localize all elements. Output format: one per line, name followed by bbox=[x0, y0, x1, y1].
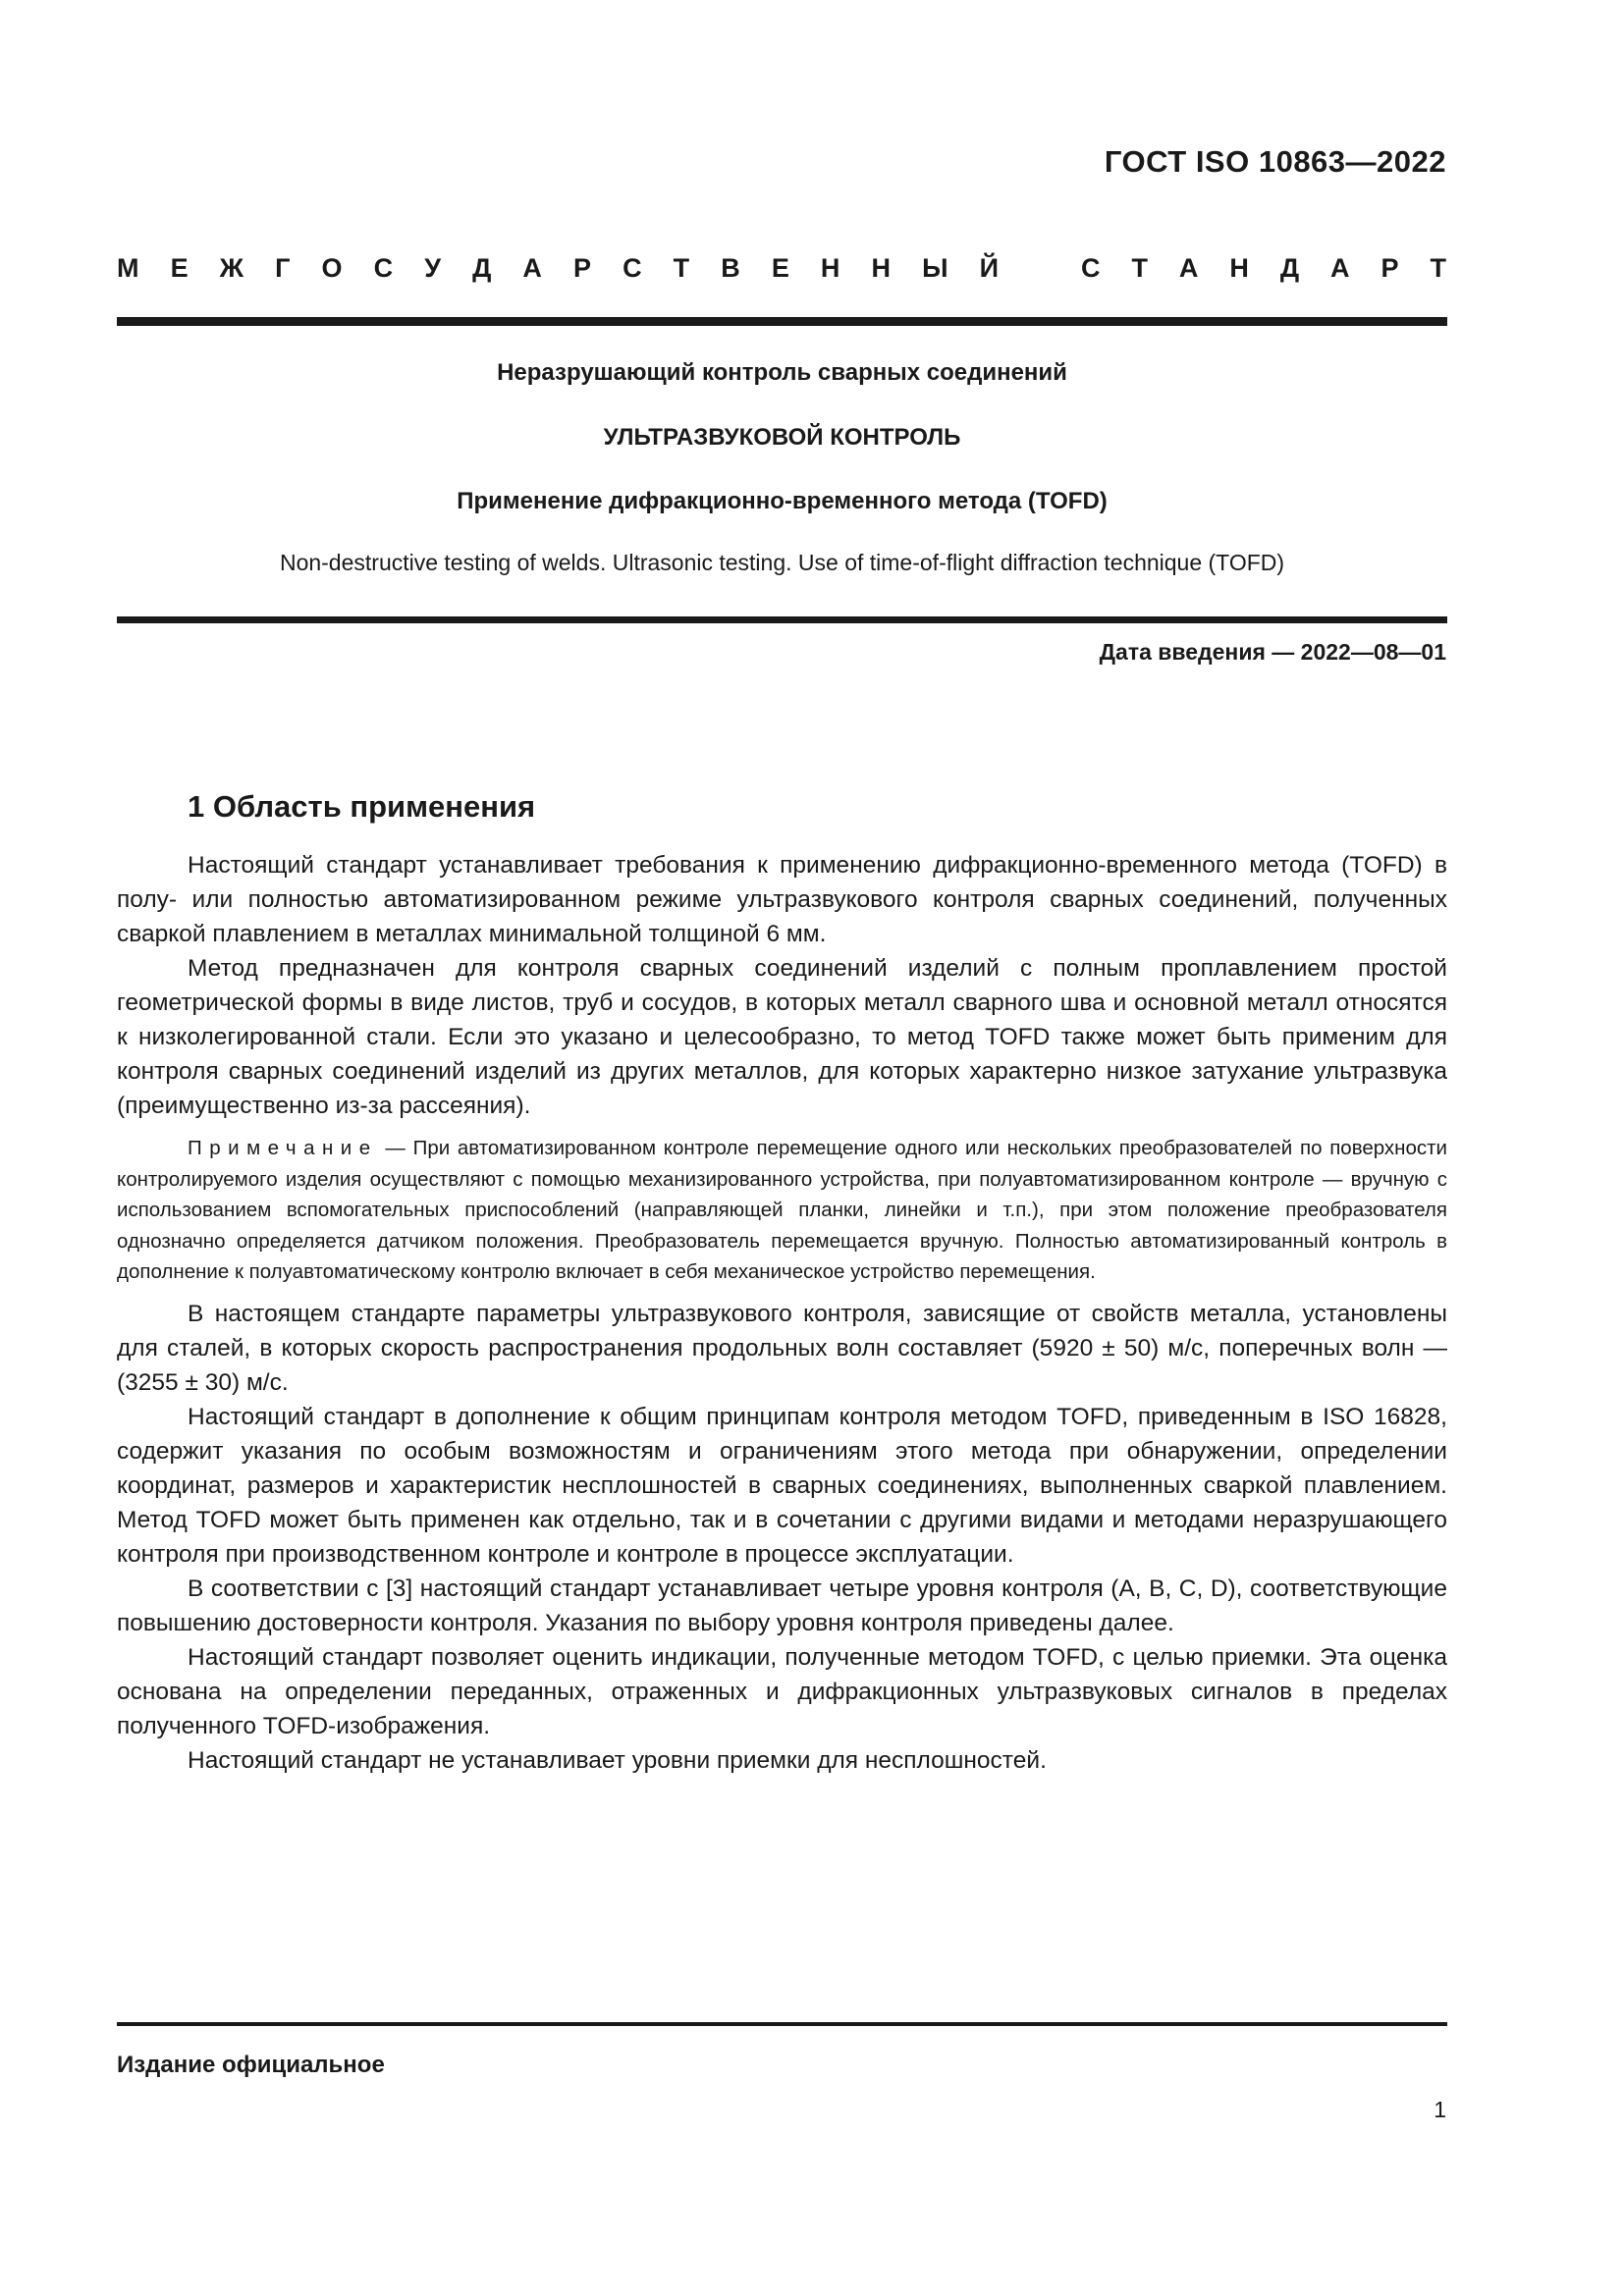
heading-letter: А bbox=[522, 253, 542, 283]
standard-word bbox=[1081, 253, 1446, 284]
heading-letter: Н bbox=[820, 253, 840, 283]
heading-letter: С bbox=[623, 253, 642, 283]
gost-code: ГОСТ ISO 10863—2022 bbox=[1104, 144, 1446, 179]
heading-letter: Н bbox=[871, 253, 891, 283]
heading-letter: Ж bbox=[219, 253, 244, 283]
introduction-date: Дата введения — 2022—08—01 bbox=[1099, 639, 1446, 665]
document-title-line-2: УЛЬТРАЗВУКОВОЙ КОНТРОЛЬ bbox=[603, 424, 961, 451]
heading-letter: А bbox=[1330, 253, 1350, 283]
official-edition-label: Издание официальное bbox=[117, 2052, 385, 2078]
footer-divider bbox=[117, 2022, 1447, 2026]
note-text: — При автоматизированном контроле перемещение одного или нескольких преобразователей по поверхности контролируемого изделия осуществляют с помощью механизированного устройства, при полуавтоматизированном контроле — вручную с использованием вспомогательных приспособлений (направляющей планки, линейки и т.п.), при этом положение преобразователя однозначно определяется датчиком положения. Преобразователь перемещается вручную. Полностью автоматизированный контроль в дополнение к полуавтоматическому контролю включает в себя механическое устройство перемещения. bbox=[117, 1137, 1447, 1284]
paragraph: Настоящий стандарт не устанавливает уровни приемки для несплошностей. bbox=[188, 1746, 1047, 1774]
paragraph: В настоящем стандарте параметры ультразвукового контроля, зависящие от свойств металла, установлены для сталей, в которых скорость распространения продольных волн составляет (5920 ± 50) м/с, поперечных волн — (3255 ± 30) м/с. bbox=[117, 1300, 1447, 1396]
heading-letter: С bbox=[1081, 253, 1101, 283]
paragraph: Метод предназначен для контроля сварных соединений изделий с полным проплавлением простой геометрической формы в виде листов, труб и сосудов, в которых металл сварного шва и основной металл относятся к низколегированной стали. Если это указано и целесообразно, то метод TOFD также может быть применим для контроля сварных соединений изделий из других металлов, для которых характерно низкое затухание ультразвука (преимущественно из-за рассеяния). bbox=[117, 955, 1447, 1119]
title-divider bbox=[117, 616, 1447, 623]
heading-letter: Й bbox=[979, 253, 999, 283]
heading-letter: С bbox=[373, 253, 394, 283]
heading-letter: Т bbox=[1430, 253, 1446, 283]
top-divider bbox=[117, 317, 1447, 326]
heading-letter: Т bbox=[1131, 253, 1148, 283]
interstate-word bbox=[117, 253, 999, 284]
page-number: 1 bbox=[1434, 2097, 1446, 2122]
heading-letter: Д bbox=[1279, 253, 1300, 283]
heading-letter: Д bbox=[472, 253, 492, 283]
heading-letter: Р bbox=[1380, 253, 1399, 283]
note-paragraph bbox=[117, 1133, 1447, 1288]
heading-letter: Е bbox=[771, 253, 789, 283]
document-title-line-1: Неразрушающий контроль сварных соединений bbox=[497, 359, 1067, 386]
heading-letter: А bbox=[1178, 253, 1199, 283]
paragraph: В соответствии с [3] настоящий стандарт устанавливает четыре уровня контроля (А, В, С, D), соответствующие повышению достоверности контроля. Указания по выбору уровня контроля приведены далее. bbox=[117, 1575, 1447, 1636]
english-title: Non-destructive testing of welds. Ultrasonic testing. Use of time-of-flight diffraction technique (TOFD) bbox=[279, 550, 1285, 575]
paragraph: Настоящий стандарт устанавливает требования к применению дифракционно-временного метода (TOFD) в полу- или полностью автоматизированном режиме ультразвукового контроля сварных соединений, полученных сваркой плавлением в металлах минимальной толщиной 6 мм. bbox=[117, 852, 1447, 947]
document-title-line-3: Применение дифракционно-временного метода (TOFD) bbox=[457, 488, 1108, 514]
interstate-standard-label bbox=[117, 253, 1446, 284]
section-body bbox=[117, 848, 1447, 1778]
paragraph: Настоящий стандарт в дополнение к общим принципам контроля методом TOFD, приведенным в ISO 16828, содержит указания по особым возможностям и ограничениям этого метода при обнаружении, определении координат, размеров и характеристик несплошностей в сварных соединениях, выполненных сваркой плавлением. Метод TOFD может быть применен как отдельно, так и в сочетании с другими видами и методами неразрушающего контроля при производственном контроле и контроле в процессе эксплуатации. bbox=[117, 1403, 1447, 1568]
heading-letter: Т bbox=[673, 253, 690, 283]
paragraph: Настоящий стандарт позволяет оценить индикации, полученные методом TOFD, с целью приемки. Эта оценка основана на определении переданных, отраженных и дифракционных ультразвуковых сигналов в пределах полученного TOFD-изображения. bbox=[117, 1643, 1447, 1739]
heading-letter: Р bbox=[573, 253, 592, 283]
heading-letter: У bbox=[424, 253, 442, 283]
heading-letter: Г bbox=[275, 253, 291, 283]
heading-letter: В bbox=[721, 253, 740, 283]
heading-letter: М bbox=[117, 253, 139, 283]
section-heading: 1 Область применения bbox=[188, 789, 536, 824]
heading-letter: О bbox=[321, 253, 343, 283]
heading-letter: Е bbox=[170, 253, 189, 283]
note-label: Примечание bbox=[188, 1137, 378, 1159]
heading-letter: Н bbox=[1229, 253, 1249, 283]
heading-letter: Ы bbox=[922, 253, 948, 283]
